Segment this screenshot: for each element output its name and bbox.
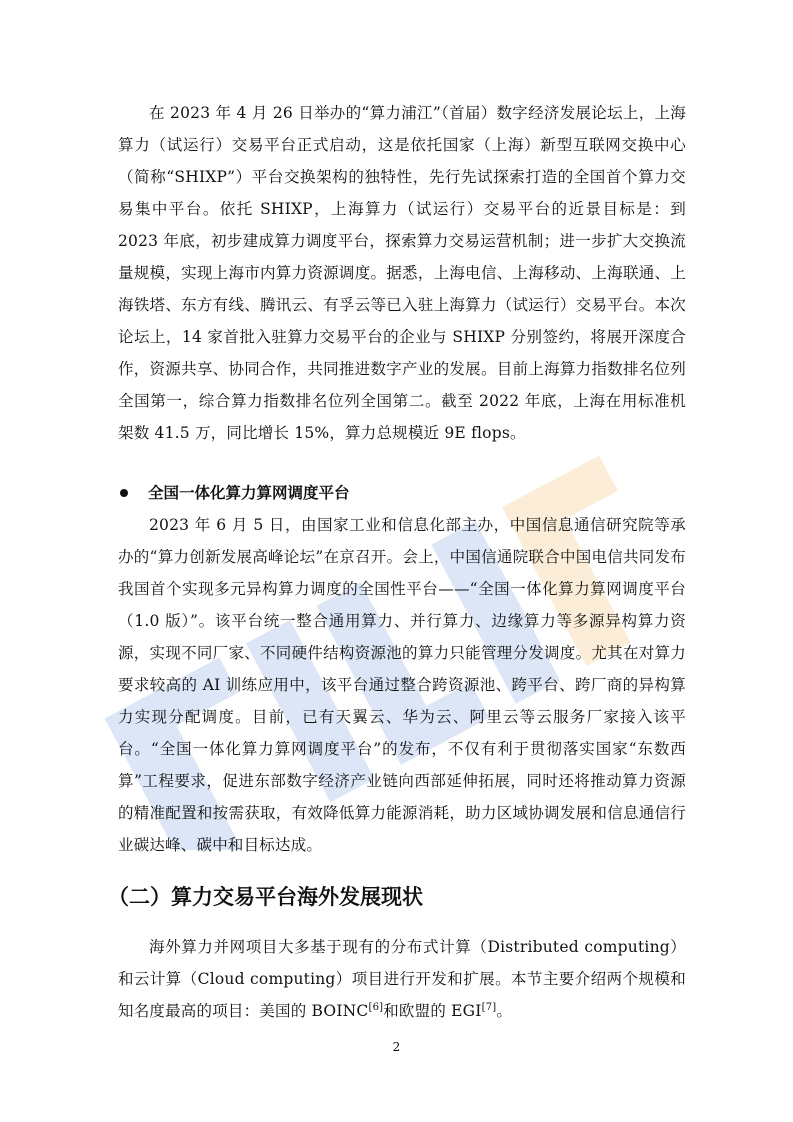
bullet-dot-icon: [120, 489, 128, 497]
paragraph-national-platform: 2023 年 6 月 5 日，由国家工业和信息化部主办，中国信息通信研究院等承办的“算力创新发展高峰论坛”在京召开。会上，中国信通院联合中国电信共同发布我国首个实现多元异构算力调度的全国性平台——“全国一体化算力算网调度平台（1.0 版）”。该平台统一整合通用算力、并行算力、边缘算力等多源异构算力资源，实现不同厂家、不同硬件结构资源池的算力只能管理分发调度。尤其在对算力要求较高的 AI 训练应用中，该平台通过整合跨资源池、跨平台、跨厂商的异构算力实现分配调度。目前，已有天翼云、华为云、阿里云等云服务厂家接入该平台。“全国一体化算力算网调度平台”的发布，不仅有利于贯彻落实国家“东数西算”工程要求，促进东部数字经济产业链向西部延伸拓展，同时还将推动算力资源的精准配置和按需获取，有效降低算力能源消耗，助力区域协调发展和信息通信行业碳达峰、碳中和目标达成。: [118, 516, 686, 854]
overseas-text-b: 和欧盟的 EGI: [383, 1002, 482, 1020]
bullet-heading: [118, 477, 686, 509]
overseas-text-a: 海外算力并网项目大多基于现有的分布式计算（Distributed computing）和云计算（Cloud computing）项目进行开发和扩展。本节主要介绍两个规模和知名度最高的项目：美国的 BOINC: [118, 938, 686, 1020]
paragraph-shanghai-platform: 在 2023 年 4 月 26 日举办的“算力浦江”（首届）数字经济发展论坛上，上海算力（试运行）交易平台正式启动，这是依托国家（上海）新型互联网交换中心（简称“SHIXP”）平台交换架构的独特性，先行先试探索打造的全国首个算力交易集中平台。依托 SHIXP，上海算力（试运行）交易平台的近景目标是：到 2023 年底，初步建成算力调度平台，探索算力交易运营机制；进一步扩大交换流量规模，实现上海市内算力资源调度。据悉，上海电信、上海移动、上海联通、上海铁塔、东方有线、腾讯云、有孚云等已入驻上海算力（试运行）交易平台。本次论坛上，14 家首批入驻算力交易平台的企业与 SHIXP 分别签约，将展开深度合作，资源共享、协同合作，共同推进数字产业的发展。目前上海算力指数排名位列全国第一，综合算力指数排名位列全国第二。截至 2022 年底，上海在用标准机架数 41.5 万，同比增长 15%，算力总规模近 9E flops。: [118, 104, 686, 442]
reference-6[interactable]: [6]: [368, 1001, 384, 1013]
reference-7[interactable]: [7]: [481, 1001, 497, 1013]
paragraph-overseas: [118, 931, 686, 1027]
section-heading: （二）算力交易平台海外发展现状: [108, 885, 423, 909]
document-page: [108, 97, 686, 1027]
page-number: 2: [392, 1040, 401, 1054]
bullet-heading-text: 全国一体化算力算网调度平台: [148, 484, 350, 502]
overseas-text-c: 。: [496, 1002, 513, 1020]
